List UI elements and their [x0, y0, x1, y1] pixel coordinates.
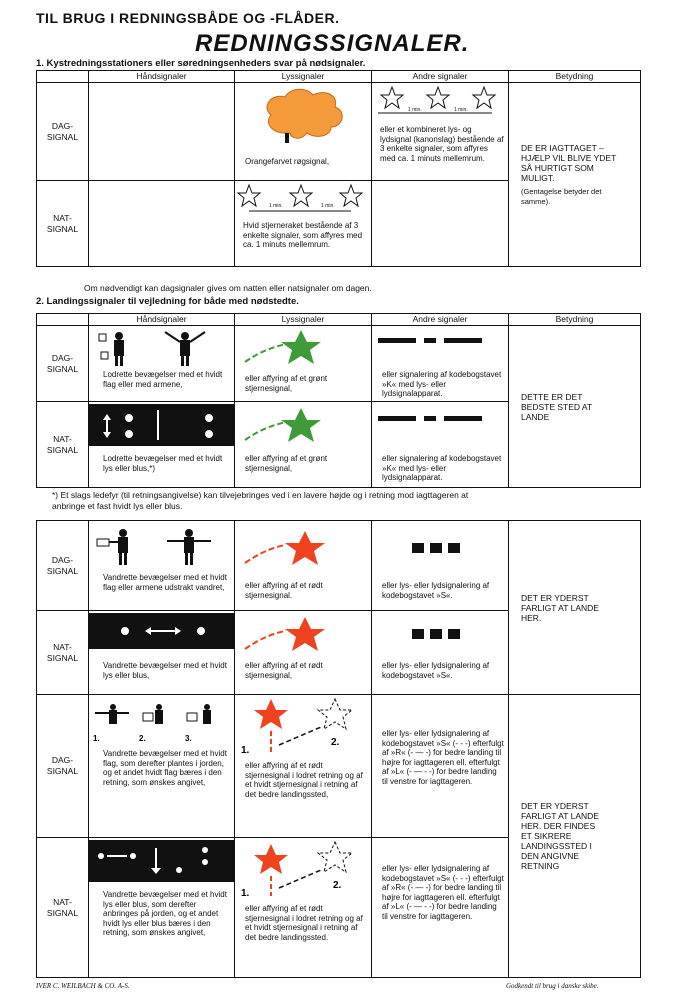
col-light: Lyssignaler	[235, 71, 372, 83]
morse-s-icon	[372, 627, 509, 647]
night-light-direction-panel	[89, 840, 235, 882]
night-light-horizontal-panel	[89, 613, 235, 649]
svg-text:1.: 1.	[241, 888, 250, 899]
white-star-rocket-icon	[235, 183, 372, 219]
s2-night-other: eller signalering af kodebogstavet »K« med lys- eller lydsignalapparat.	[372, 402, 509, 488]
s2-day-light: eller affyring af et grønt stjernesignal,	[235, 326, 372, 402]
section2-meaning: DETTE ER DET BEDSTE STED AT LANDE	[509, 326, 641, 488]
figure-flag-horizontal-icon	[89, 525, 235, 569]
green-star-icon	[235, 326, 372, 370]
svg-text:1.: 1.	[93, 734, 100, 743]
approval-note: Godkendt til brug i danske skibe.	[506, 982, 599, 990]
s2-day-hand: Lodrette bevægelser med et hvidt flag eller med armene,	[89, 326, 235, 402]
main-title: REDNINGSSIGNALER.	[195, 30, 470, 57]
morse-k-icon	[372, 412, 509, 442]
section1-meaning: DE ER IAGTTAGET – HJÆLP VIL BLIVE YDET SÅ HURTIGT SOM MULIGT. (Gentagelse betyder det samme).	[509, 83, 641, 267]
s2-day-other: eller signalering af kodebogstavet »K« med lys- eller lydsignalapparat.	[372, 326, 509, 402]
night-other-cell	[372, 181, 509, 267]
red-star-icon	[235, 611, 372, 655]
night-signal-label: NAT- SIGNAL	[37, 181, 89, 267]
night-hand-cell	[89, 181, 235, 267]
figure-flag-direction-icon	[89, 699, 235, 745]
morse-s-icon	[372, 541, 509, 561]
orange-smoke-icon	[235, 85, 372, 147]
publisher: IVER C. WEILBACH & CO. A-S.	[36, 982, 130, 990]
col-hand: Håndsignaler	[89, 71, 235, 83]
red-star-icon	[235, 523, 372, 573]
section3-table: DAG- SIGNAL Vandrette bevægelser med et hvidt flag eller armene udstrakt vandret, eller affyring af et rødt stjernesignal. eller lys- eller lydsignalering af kodebogstavet »S«. DET ER YDERST FARLIGT AT LANDE HER. NAT- SIGNAL Vandrette bevægelser med et hvidt lys eller blus, eller affyring af et rødt stjernesignal, eller lys- eller lydsignalering af kodebogstavet »S«. DAG- SIGNAL 1. 2. 3. Vandrette bevægelser med et hvidt flag, som derefter plantes i jorden, og et andet hvidt flag bæres i den retning, som ønskes angivet, 1. 2. eller affyring af et rødt stjernesignal i lodret retning og af et hvidt stjernesignal i retning af det bedre landingssted, eller lys- eller lydsignalering af kodebogstavet »S« (- - -) efterfulgt af »R« (- — -) for bedre landing til højre for iagttageren ell. efterfulgt af »L« (- — - -) for bedre landing til venstre for iagttageren. DET ER YDERST FARLIGT AT LANDE HER. DER FINDES ET SIKRERE LANDINGSSTED I DEN ANGIVNE RETNING NAT- SIGNAL Vandrette bevægelser med et hvidt lys eller blus, som derefter anbringes på jorden, og et andet hvidt lys eller blus bæres i den retning, som ønskes angivet, 1. 2. eller affyring af et rødt stjernesignal i lodret retning og af et hvidt stjernesignal i retning af det bedre landingssted. eller lys- eller lydsignalering af kodebogstavet »S« (- - -) efterfulgt af »R« (- — -) for bedre landing til højre for iagttageren ell. efterfulgt af »L« (- — - -) for bedre landing til venstre for iagttageren.	[36, 520, 641, 978]
svg-text:3.: 3.	[185, 734, 192, 743]
col-meaning: Betydning	[509, 71, 641, 83]
day-other-cell: 1 min. 1 min. eller et kombineret lys- og lydsignal (kanonslag) bestående af 3 enkelte signaler, som affyres med ca. 1 minuts mellemrum.	[372, 83, 509, 181]
s2-night-light: eller affyring af et grønt stjernesignal,	[235, 402, 372, 488]
red-and-white-star-icon	[235, 697, 372, 757]
day-light-cell: Orangefarvet røgsignal,	[235, 83, 372, 181]
section2-table: Håndsignaler Lyssignaler Andre signaler Betydning DAG- SIGNAL Lodrette bevægelser med et hvidt flag eller med armene, eller affyring af et grønt stjernesignal, eller signalering af kodebogstavet »K« med lys- eller lydsignalapparat. DETTE ER DET BEDSTE STED AT LANDE NAT- SIGNAL Lodrette bevægelser med et hvidt lys eller blus,*) eller affyring af et grønt stjernesignal, eller signalering af kodebogstavet »K« med lys- eller lydsignalapparat.	[36, 313, 641, 488]
section1-footnote: Om nødvendigt kan dagsignaler gives om natten eller natsignaler om dagen.	[84, 283, 372, 293]
section2-footnote: *) Et slags ledefyr (til retningsangivelse) kan tilvejebringes ved i en lavere højde og i retning mod iagttageren at anbringe et fast hvidt lys eller blus.	[52, 490, 469, 511]
green-star-icon	[235, 402, 372, 446]
night-light-vertical-panel	[89, 404, 235, 446]
svg-text:2.: 2.	[331, 737, 340, 748]
day-hand-cell	[89, 83, 235, 181]
svg-text:2.: 2.	[139, 734, 146, 743]
section2-heading: 2. Landingssignaler til vejledning for både med nødstedte.	[36, 296, 299, 307]
s2-night-hand: Lodrette bevægelser med et hvidt lys eller blus,*)	[89, 402, 235, 488]
svg-text:1.: 1.	[241, 745, 250, 756]
corner-cell	[37, 71, 89, 83]
figure-flag-vertical-icon	[89, 328, 235, 368]
section1-heading: 1. Kystredningsstationers eller søredningsenheders svar på nødsignaler.	[36, 58, 366, 69]
svg-text:2.: 2.	[333, 880, 342, 891]
top-title: TIL BRUG I REDNINGSBÅDE OG -FLÅDER.	[36, 10, 340, 26]
morse-k-icon	[372, 334, 509, 364]
burst-sequence-icon	[372, 83, 509, 123]
day-signal-label: DAG- SIGNAL	[37, 83, 89, 181]
night-light-cell: 1 min. 1 min. Hvid stjerneraket bestående af 3 enkelte signaler, som affyres med ca. 1 minuts mellemrum.	[235, 181, 372, 267]
red-and-white-star-icon	[235, 840, 372, 900]
col-other: Andre signaler	[372, 71, 509, 83]
section1-table	[36, 70, 641, 267]
